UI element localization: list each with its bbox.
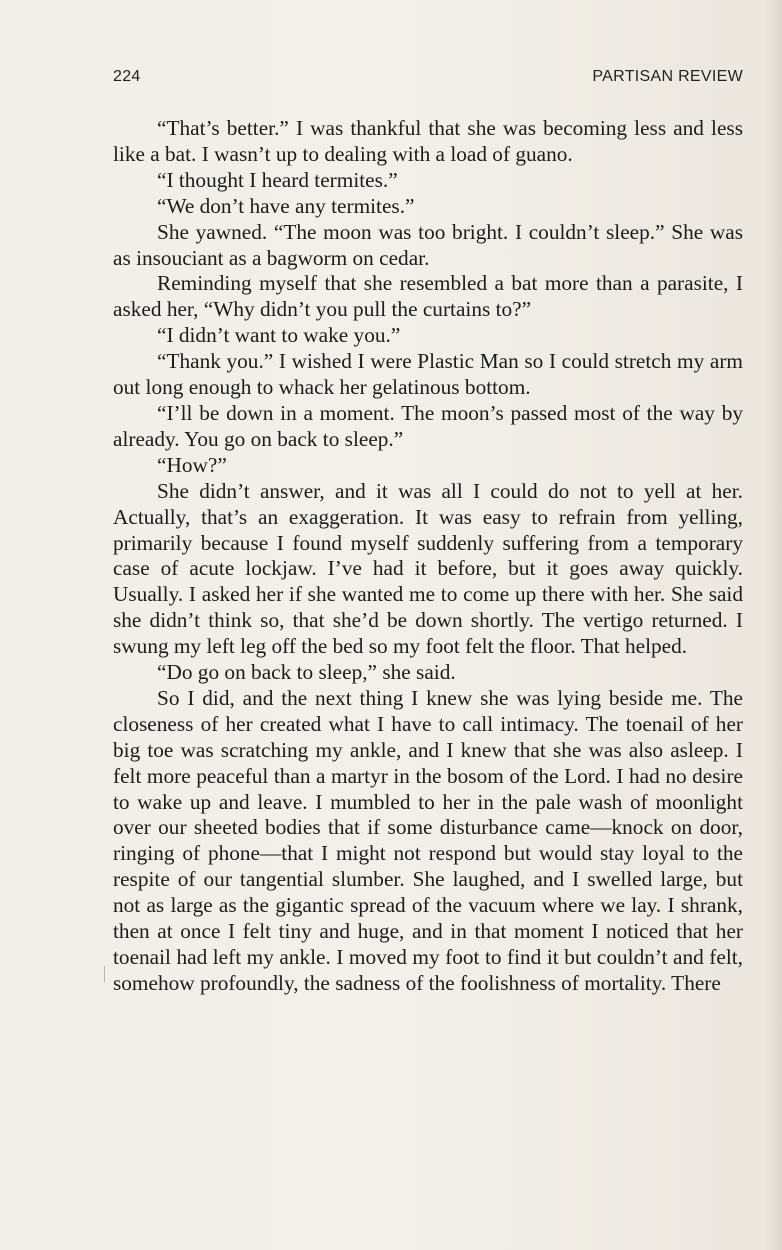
- paragraph: “I’ll be down in a moment. The moon’s passed most of the way by already. You go on back to sleep.”: [113, 400, 743, 451]
- journal-title: PARTISAN REVIEW: [592, 68, 743, 85]
- paragraph: She didn’t answer, and it was all I could do not to yell at her. Actually, that’s an exaggeration. It was easy to refrain from yelling, primarily because I found myself suddenly suffering from a temporary case of acute lockjaw. I’ve had it before, but it goes away quickly. Usually. I asked her if she wanted me to come up there with her. She said she didn’t think so, that she’d be down shortly. The vertigo returned. I swung my left leg off the bed so my foot felt the floor. That helped.: [113, 478, 743, 659]
- paragraph: “I didn’t want to wake you.”: [157, 323, 401, 348]
- paragraph: “Do go on back to sleep,” she said.: [157, 660, 456, 685]
- paragraph: Reminding myself that she resembled a bat more than a parasite, I asked her, “Why didn’t you pull the curtains to?”: [113, 271, 743, 322]
- paragraph: “Thank you.” I wished I were Plastic Man so I could stretch my arm out long enough to whack her gelatinous bottom.: [113, 349, 743, 400]
- margin-mark: [104, 966, 105, 982]
- page-edge-shadow: [764, 0, 782, 1250]
- paragraph: She yawned. “The moon was too bright. I couldn’t sleep.” She was as insouciant as a bagworm on cedar.: [113, 219, 743, 270]
- paragraph: So I did, and the next thing I knew she was lying beside me. The closeness of her created what I have to call intimacy. The toenail of her big toe was scratching my ankle, and I knew that she was also asleep. I felt more peaceful than a martyr in the bosom of the Lord. I had no desire to wake up and leave. I mumbled to her in the pale wash of moonlight over our sheeted bodies that if some disturbance came—knock on door, ringing of phone—that I might not respond but would stay loyal to the respite of our tangential slumber. She laughed, and I swelled large, but not as large as the gigantic spread of the vacuum where we lay. I shrank, then at once I felt tiny and huge, and in that moment I noticed that her toenail had left my ankle. I moved my foot to find it but couldn’t and felt, somehow profoundly, the sadness of the foolishness of mortality. There: [113, 685, 743, 995]
- running-head: [113, 68, 743, 94]
- paragraph: “How?”: [157, 452, 227, 477]
- paragraph: “I thought I heard termites.”: [157, 167, 398, 192]
- paragraph: “We don’t have any termites.”: [157, 193, 415, 218]
- paragraph: “That’s better.” I was thankful that she was becoming less and less like a bat. I wasn’t up to dealing with a load of guano.: [113, 116, 743, 166]
- page-number: 224: [113, 68, 141, 85]
- body-text: [113, 116, 743, 997]
